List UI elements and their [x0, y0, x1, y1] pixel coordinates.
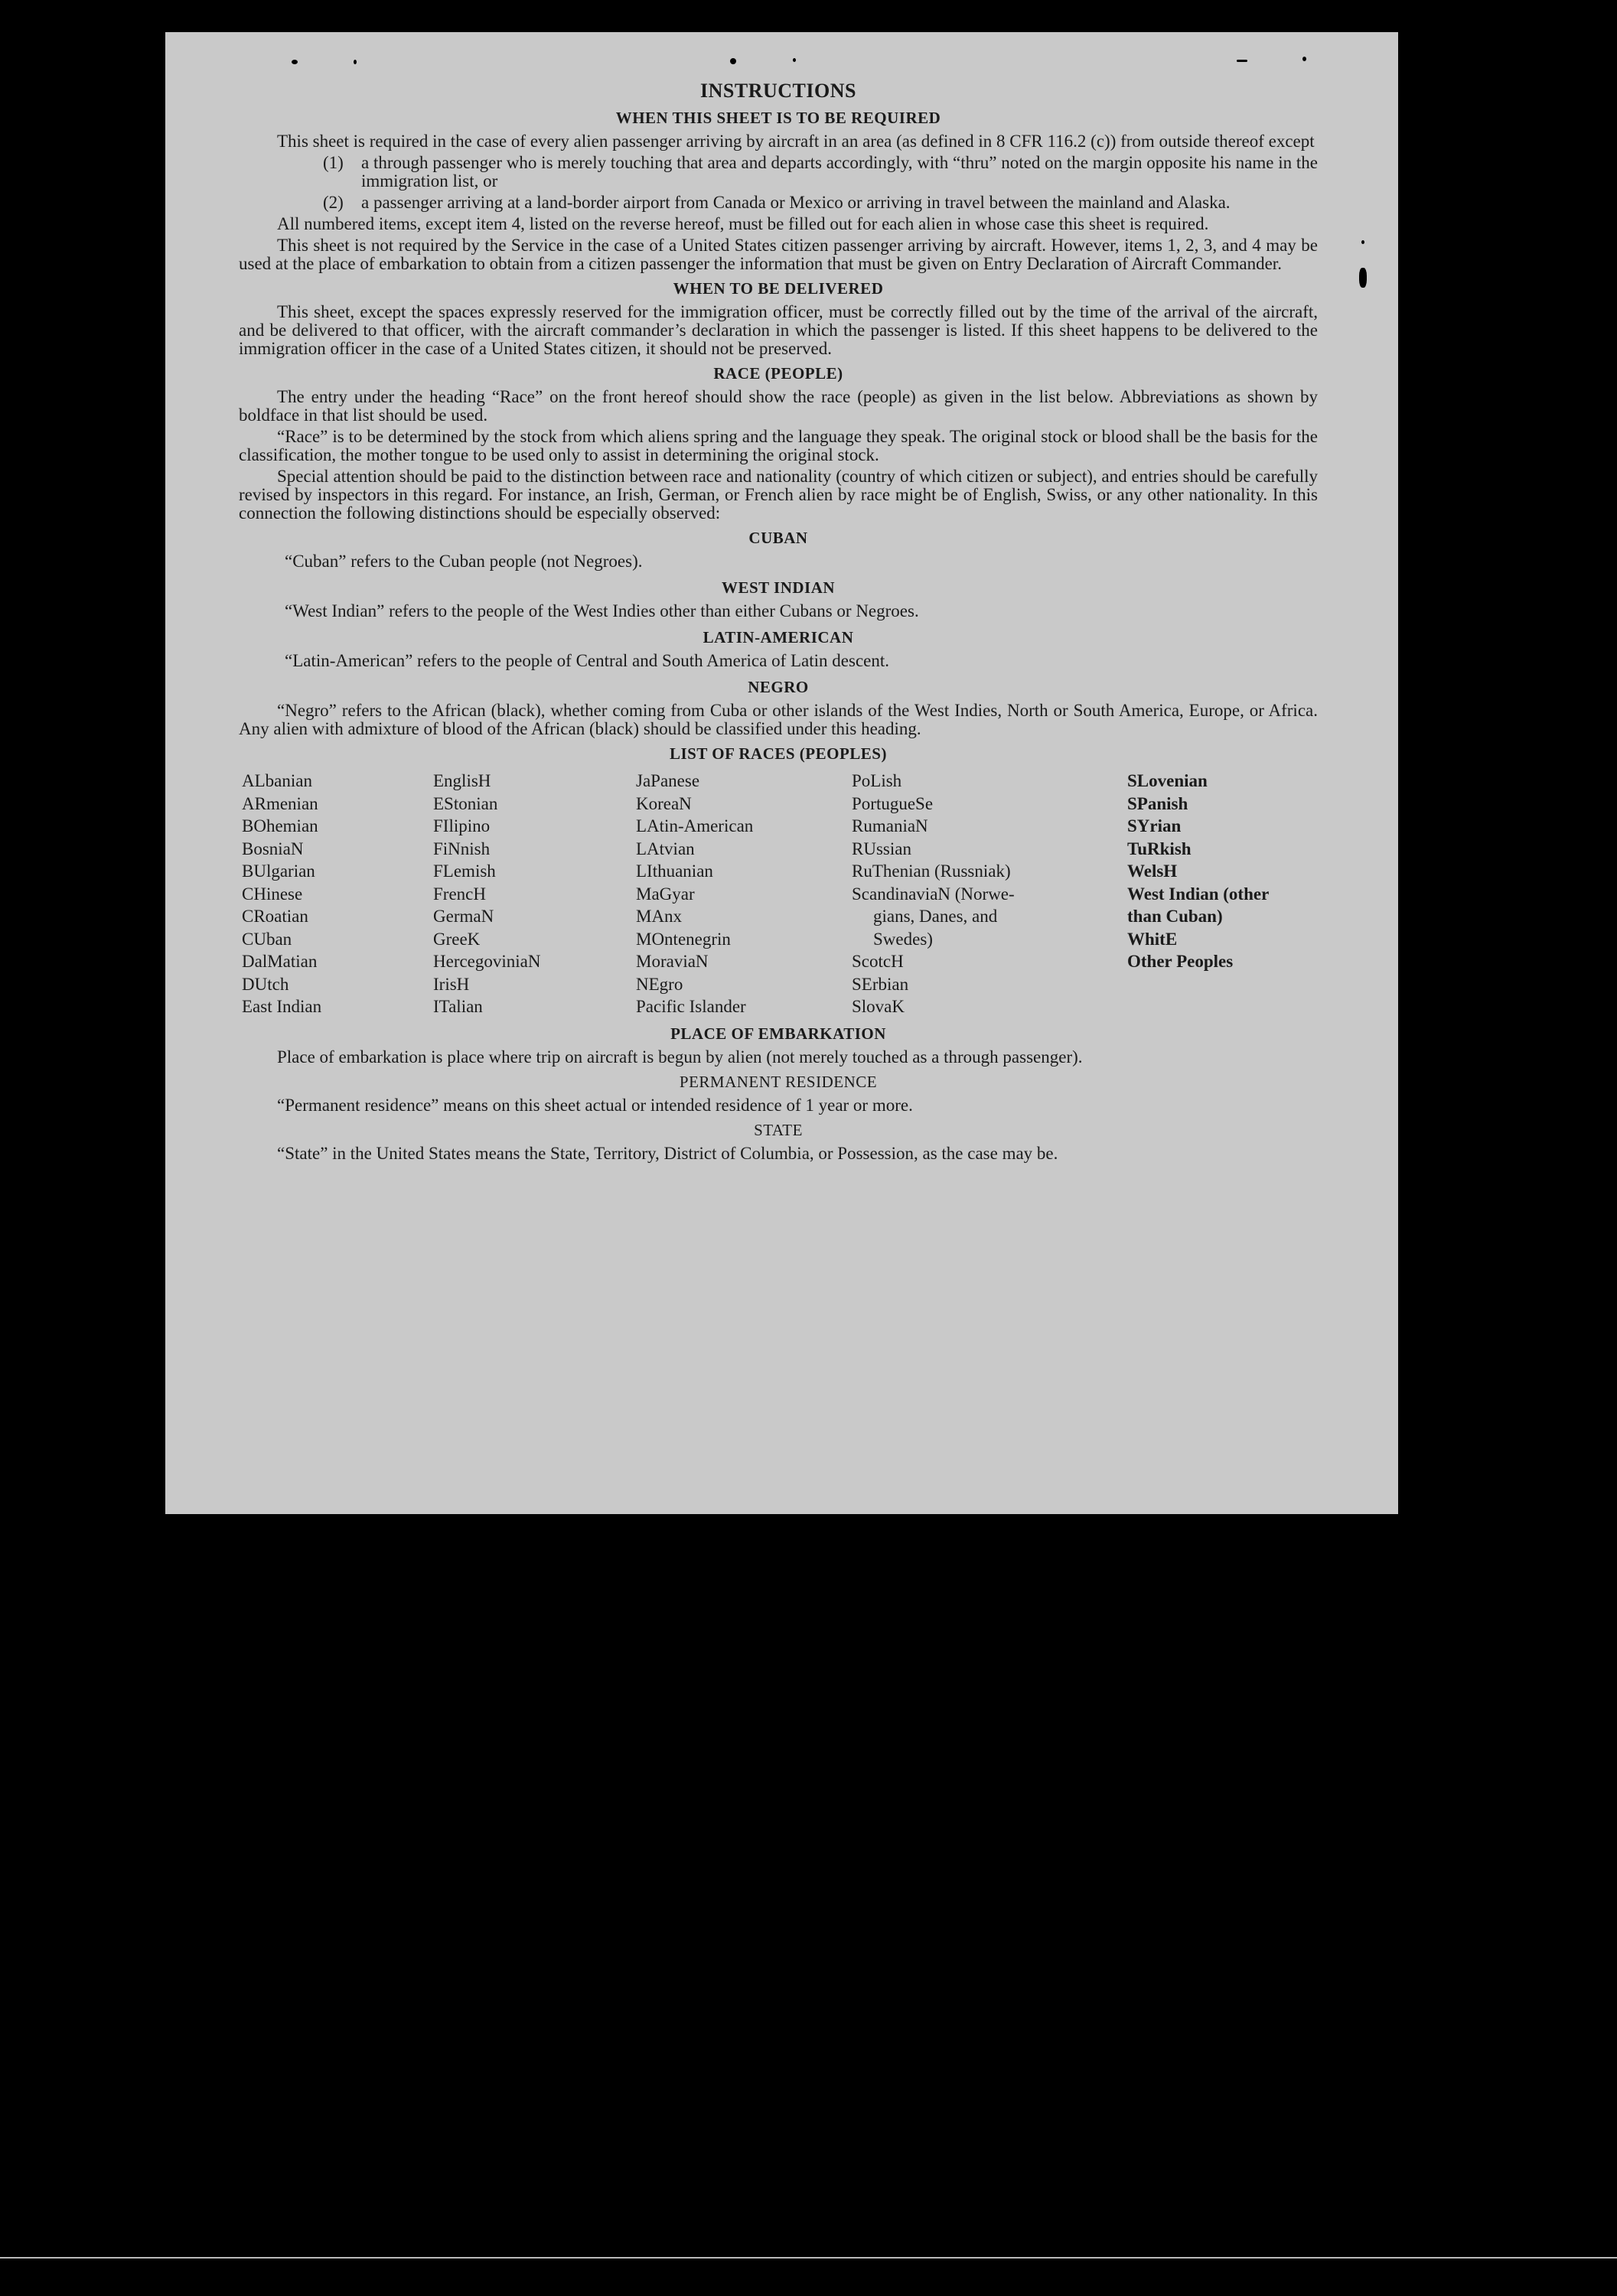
- residence-text: “Permanent residence” means on this sheet actual or intended residence of 1 year or more.: [277, 1095, 913, 1115]
- race-entry: CHinese: [242, 884, 303, 904]
- embarkation-text: Place of embarkation is place where trip on aircraft is begun by alien (not merely touched as a through passenger).: [277, 1047, 1083, 1067]
- cuban-definition: “Cuban” refers to the Cuban people (not Negroes).: [285, 552, 643, 571]
- exception-item: [239, 194, 1318, 212]
- race-entry: CUban: [242, 929, 292, 949]
- negro-heading: NEGRO: [748, 678, 809, 696]
- race-entry: BosniaN: [242, 839, 304, 858]
- race-entry: HercegoviniaN: [433, 952, 541, 971]
- race-entry: SlovaK: [852, 997, 905, 1016]
- cuban-heading: CUBAN: [748, 529, 808, 547]
- race-entry: EStonian: [433, 793, 498, 813]
- race-entry: LIthuanian: [636, 861, 713, 881]
- races-column: [636, 770, 852, 1018]
- state-text: “State” in the United States means the State, Territory, District of Columbia, or Possession, as the case may be.: [277, 1143, 1058, 1163]
- race-entry: ITalian: [433, 997, 483, 1016]
- race-entry: Swedes): [873, 929, 933, 949]
- race-paragraph: “Race” is to be determined by the stock from which aliens spring and the language they speak. The original stock or blood shall be the basis for the classification, the mother tongue to be used only to assist in determining the original stock.: [239, 427, 1318, 464]
- race-entry: FiNnish: [433, 839, 491, 858]
- race-heading: RACE (PEOPLE): [713, 364, 843, 383]
- scan-speck: [1302, 57, 1306, 61]
- list-heading: LIST OF RACES (PEOPLES): [670, 744, 887, 763]
- scan-speck: [354, 60, 357, 64]
- scan-speck: [1237, 60, 1247, 62]
- required-heading: WHEN THIS SHEET IS TO BE REQUIRED: [615, 109, 941, 127]
- exception-number: (1): [323, 153, 344, 172]
- race-entry: NEgro: [636, 974, 683, 994]
- race-entry: TuRkish: [1127, 839, 1192, 858]
- race-entry: MOntenegrin: [636, 929, 731, 949]
- race-entry: East Indian: [242, 997, 322, 1016]
- race-entry: BUlgarian: [242, 861, 315, 881]
- races-column: [852, 770, 1127, 1018]
- embarkation-heading: PLACE OF EMBARKATION: [670, 1024, 886, 1043]
- scan-speck: [1359, 268, 1367, 288]
- scanner-edge-line: [0, 2257, 1617, 2259]
- race-entry: WelsH: [1127, 861, 1178, 881]
- race-entry: FLemish: [433, 861, 496, 881]
- race-entry: WhitE: [1127, 929, 1178, 949]
- race-entry: RUssian: [852, 839, 911, 858]
- west-indian-definition: “West Indian” refers to the people of the West Indies other than either Cubans or Negroes.: [285, 601, 919, 620]
- citizen-note: This sheet is not required by the Service in the case of a United States citizen passenger arriving by aircraft. However, items 1, 2, 3, and 4 may be used at the place of embarkation to obtain from a citizen passenger the information that must be given on Entry Declaration of Aircraft Commander.: [239, 236, 1318, 273]
- race-entry: ScandinaviaN (Norwe-: [852, 884, 1015, 904]
- negro-definition: “Negro” refers to the African (black), whether coming from Cuba or other islands of the West Indies, North or South America, Europe, or Africa. Any alien with admixture of blood of the African (black) should be classified under this heading.: [239, 701, 1318, 738]
- scan-speck: [730, 58, 736, 64]
- races-column: [433, 770, 636, 1018]
- exception-item: [239, 154, 1318, 191]
- race-entry: DalMatian: [242, 952, 318, 971]
- residence-heading: PERMANENT RESIDENCE: [679, 1072, 878, 1091]
- race-entry: RumaniaN: [852, 816, 928, 835]
- document-page: [165, 32, 1398, 1514]
- page-title: INSTRUCTIONS: [700, 80, 856, 102]
- race-entry: LAtin-American: [636, 816, 754, 835]
- exception-text: a passenger arriving at a land-border airport from Canada or Mexico or arriving in travel between the mainland and Alaska.: [361, 193, 1231, 212]
- race-paragraph: The entry under the heading “Race” on the front hereof should show the race (people) as given in the list below. Abbreviations as shown by boldface in that list should be used.: [239, 387, 1318, 425]
- race-entry: ScotcH: [852, 952, 904, 971]
- race-entry: ALbanian: [242, 771, 312, 790]
- latin-american-heading: LATIN-AMERICAN: [703, 628, 854, 646]
- race-entry: FIlipino: [433, 816, 491, 835]
- numbered-items-text: All numbered items, except item 4, listed on the reverse hereof, must be filled out for each alien in whose case this sheet is required.: [277, 214, 1209, 233]
- race-entry: RuThenian (Russniak): [852, 861, 1011, 881]
- race-entry: SYrian: [1127, 816, 1182, 835]
- race-entry: DUtch: [242, 974, 289, 994]
- race-entry: PortugueSe: [852, 793, 934, 813]
- race-entry: EnglisH: [433, 771, 491, 790]
- race-entry: JaPanese: [636, 771, 700, 790]
- race-entry: IrisH: [433, 974, 470, 994]
- race-entry: FrencH: [433, 884, 486, 904]
- race-entry: SErbian: [852, 974, 909, 994]
- delivered-text: This sheet, except the spaces expressly reserved for the immigration officer, must be correctly filled out by the time of the arrival of the aircraft, and be delivered to that officer, with the aircraft commander’s declaration in which the passenger is listed. If this sheet happens to be delivered to the immigration officer in the case of a United States citizen, it should not be preserved.: [239, 302, 1318, 358]
- race-entry: Pacific Islander: [636, 997, 746, 1016]
- exception-text: a through passenger who is merely touching that area and departs accordingly, with “thru” noted on the margin opposite his name in the immigration list, or: [361, 153, 1318, 191]
- race-paragraph: Special attention should be paid to the distinction between race and nationality (country of which citizen or subject), and entries should be carefully revised by inspectors in this regard. For instance, an Irish, German, or French alien by race might be of English, Swiss, or any other nationality. In this connection the following distinctions should be especially observed:: [239, 467, 1318, 523]
- race-entry: KoreaN: [636, 793, 692, 813]
- delivered-heading: WHEN TO BE DELIVERED: [673, 279, 884, 298]
- race-entry: SLovenian: [1127, 771, 1208, 790]
- state-heading: STATE: [754, 1120, 803, 1139]
- exception-number: (2): [323, 193, 344, 212]
- race-entry: ARmenian: [242, 793, 318, 813]
- race-entry: LAtvian: [636, 839, 695, 858]
- race-entry: gians, Danes, and: [873, 907, 998, 926]
- races-column: [242, 770, 433, 1018]
- races-column: [1127, 770, 1321, 1018]
- race-entry: PoLish: [852, 771, 902, 790]
- races-list: [242, 770, 1318, 1018]
- scan-speck: [793, 58, 796, 62]
- race-entry: BOhemian: [242, 816, 318, 835]
- race-entry: CRoatian: [242, 907, 308, 926]
- race-entry: MAnx: [636, 907, 683, 926]
- race-entry: Other Peoples: [1127, 952, 1234, 971]
- race-entry: MaGyar: [636, 884, 695, 904]
- race-entry: GermaN: [433, 907, 494, 926]
- scan-speck: [1361, 240, 1364, 244]
- race-entry: GreeK: [433, 929, 481, 949]
- race-entry: SPanish: [1127, 793, 1188, 813]
- latin-american-definition: “Latin-American” refers to the people of Central and South America of Latin descent.: [285, 651, 889, 670]
- race-entry: West Indian (other: [1127, 884, 1270, 904]
- race-entry: MoraviaN: [636, 952, 709, 971]
- west-indian-heading: WEST INDIAN: [721, 578, 836, 597]
- required-intro: This sheet is required in the case of every alien passenger arriving by aircraft in an area (as defined in 8 CFR 116.2 (c)) from outside thereof except: [277, 132, 1315, 151]
- scan-speck: [292, 60, 298, 64]
- race-entry: than Cuban): [1127, 907, 1223, 926]
